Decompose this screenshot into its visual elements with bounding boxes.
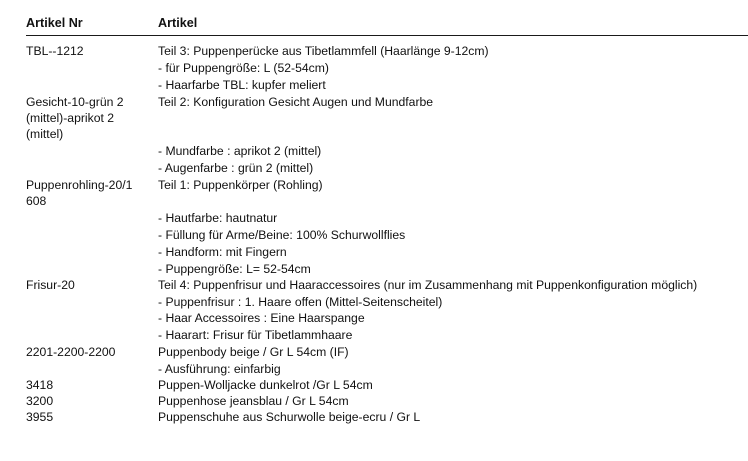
row-3-line-4: - Handform: mit Fingern bbox=[158, 245, 287, 259]
row-7-artikel-nr: 3200 bbox=[26, 394, 54, 408]
row-1-line-3: - Haarfarbe TBL: kupfer meliert bbox=[158, 78, 326, 92]
row-4-line-1: Teil 4: Puppenfrisur und Haaraccessoires (nur im Zusammenhang mit Puppenkonfiguration möglich) bbox=[158, 278, 698, 292]
row-2-artikel-nr-2: (mittel)-aprikot 2 bbox=[26, 111, 115, 125]
row-2-line-2: - Mundfarbe : aprikot 2 (mittel) bbox=[158, 144, 322, 158]
row-3-artikel-nr-2: 608 bbox=[26, 194, 47, 208]
row-2-artikel-nr-1: Gesicht-10-grün 2 bbox=[26, 95, 124, 109]
row-8-artikel-nr: 3955 bbox=[26, 410, 54, 424]
row-5-artikel-nr: 2201-2200-2200 bbox=[26, 345, 116, 359]
row-1-artikel-nr: TBL--1212 bbox=[26, 44, 84, 58]
row-5-line-1: Puppenbody beige / Gr L 54cm (IF) bbox=[158, 345, 349, 359]
row-3-line-1: Teil 1: Puppenkörper (Rohling) bbox=[158, 178, 323, 192]
row-3-line-2: - Hautfarbe: hautnatur bbox=[158, 211, 278, 225]
row-4-artikel-nr: Frisur-20 bbox=[26, 278, 75, 292]
row-8-line-1: Puppenschuhe aus Schurwolle beige-ecru / Gr L bbox=[158, 410, 421, 424]
row-1-line-1: Teil 3: Puppenperücke aus Tibetlammfell (Haarlänge 9-12cm) bbox=[158, 44, 489, 58]
header-artikel-nr: Artikel Nr bbox=[26, 16, 83, 30]
row-4-line-4: - Haarart: Frisur für Tibetlammhaare bbox=[158, 328, 353, 342]
row-3-line-3: - Füllung für Arme/Beine: 100% Schurwollflies bbox=[158, 228, 406, 242]
row-6-artikel-nr: 3418 bbox=[26, 378, 54, 392]
row-2-line-3: - Augenfarbe : grün 2 (mittel) bbox=[158, 161, 314, 175]
header-artikel: Artikel bbox=[158, 16, 198, 30]
row-5-line-2: - Ausführung: einfarbig bbox=[158, 362, 281, 376]
row-1-line-2: - für Puppengröße: L (52-54cm) bbox=[158, 61, 329, 75]
row-4-line-2: - Puppenfrisur : 1. Haare offen (Mittel-Seitenscheitel) bbox=[158, 295, 443, 309]
row-3-line-5: - Puppengröße: L= 52-54cm bbox=[158, 262, 311, 276]
row-2-artikel-nr-3: (mittel) bbox=[26, 127, 64, 141]
row-4-line-3: - Haar Accessoires : Eine Haarspange bbox=[158, 311, 365, 325]
row-2-line-1: Teil 2: Konfiguration Gesicht Augen und Mundfarbe bbox=[158, 95, 434, 109]
row-7-line-1: Puppenhose jeansblau / Gr L 54cm bbox=[158, 394, 349, 408]
row-6-line-1: Puppen-Wolljacke dunkelrot /Gr L 54cm bbox=[158, 378, 373, 392]
table-header bbox=[26, 15, 748, 36]
row-3-artikel-nr-1: Puppenrohling-20/1 bbox=[26, 178, 133, 192]
